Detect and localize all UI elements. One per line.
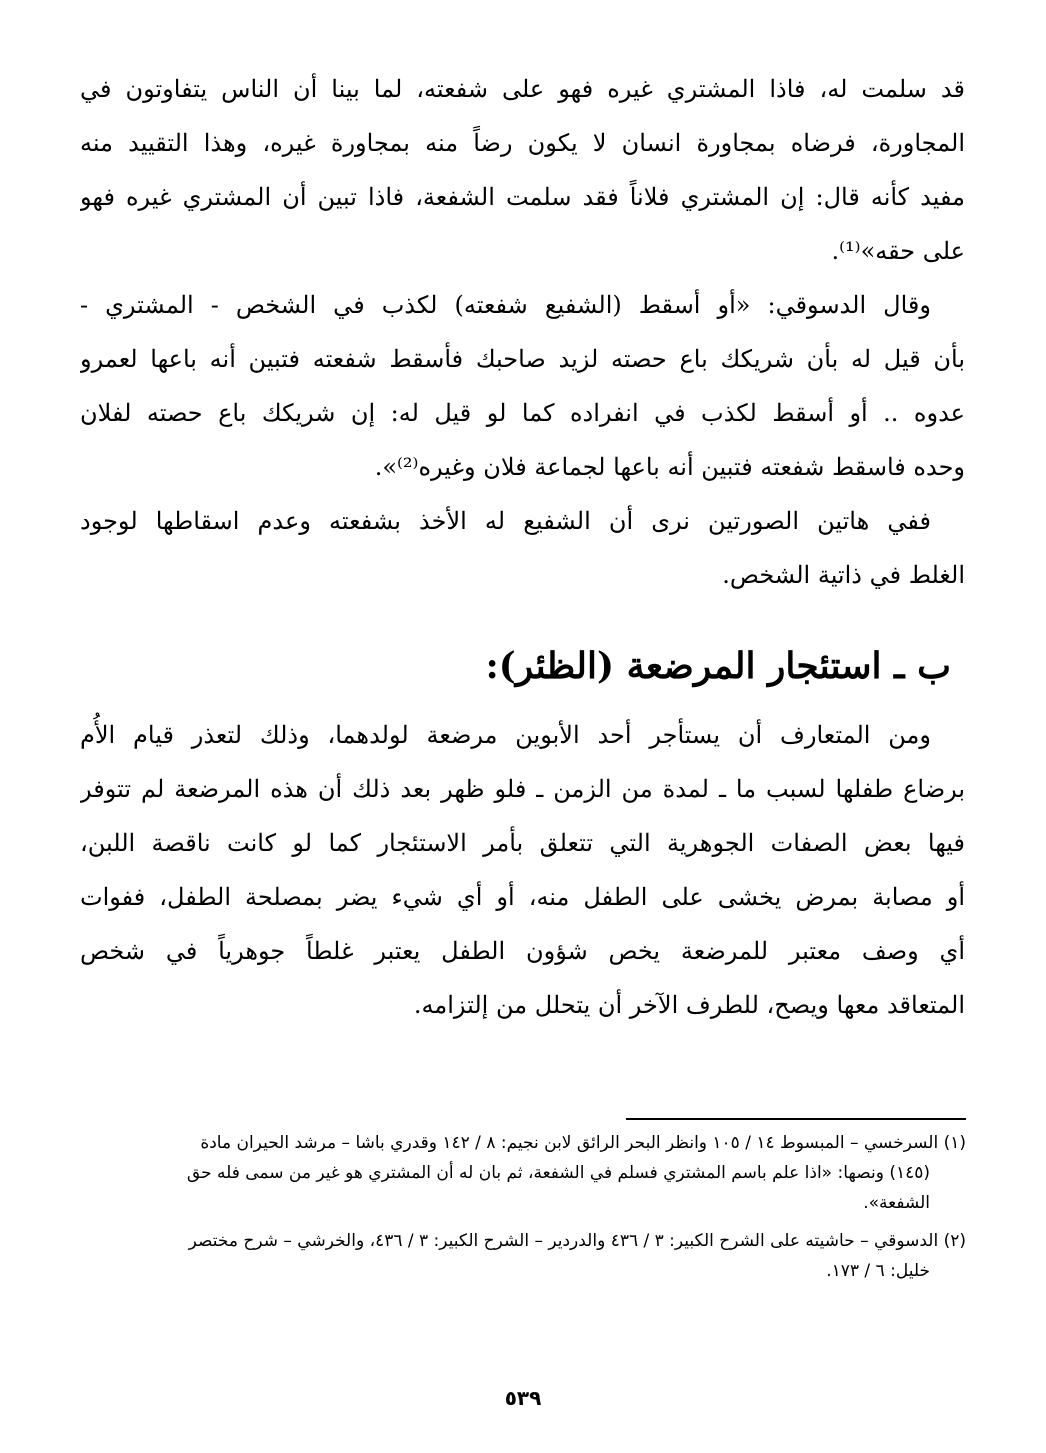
paragraph-line: الغلط في ذاتية الشخص. [722,561,965,589]
paragraph-3 [80,494,965,602]
footnote-2 [81,1226,966,1286]
footnote-line: خليل: ٦ / ١٧٣. [826,1261,930,1281]
paragraph-line: أي وصف معتبر للمرضعة يخص شؤون الطفل يعتبر غلطاً جوهرياً في شخص [80,937,965,965]
paragraph-line: عدوه .. أو أسقط لكذب في انفراده كما لو قيل له: إن شريكك باع حصته لفلان [80,399,965,427]
footnote-divider [626,1118,966,1120]
paragraph-line: أو مصابة بمرض يخشى على الطفل منه، أو أي شيء يضر بمصلحة الطفل، ففوات [80,883,965,911]
footnote-line: (١) السرخسي – المبسوط ١٤ / ١٠٥ وانظر البحر الرائق لابن نجيم: ٨ / ١٤٢ وقدري باشا – مرشد الحيران مادة [200,1133,966,1153]
paragraph-line: بأن قيل له بأن شريكك باع حصته لزيد صاحبك فأسقط شفعته فتبين أنه باعها لعمرو [80,345,965,373]
footnote-line: (٢) الدسوقي – حاشيته على الشرح الكبير: ٣ / ٤٣٦ والدردير – الشرح الكبير: ٣ / ٤٣٦، والخرشي – شرح مختصر [188,1231,966,1251]
paragraph-1 [80,62,965,278]
footnote-line: (١٤٥) ونصها: «اذا علم باسم المشتري فسلم في الشفعة، ثم بان له أن المشتري هو غير من سمى فله حق [186,1163,930,1183]
paragraph-line: ومن المتعارف أن يستأجر أحد الأبوين مرضعة لولدهما، وذلك لتعذر قيام الأُم [80,721,931,749]
paragraph-line: ففي هاتين الصورتين نرى أن الشفيع له الأخذ بشفعته وعدم اسقاطها لوجود [80,507,931,535]
paragraph-line: المتعاقد معها ويصح، للطرف الآخر أن يتحلل من إلتزامه. [413,991,965,1019]
paragraph-4 [80,708,965,1032]
paragraph-line: وحده فاسقط شفعته فتبين أنه باعها لجماعة فلان وغيره⁽²⁾». [374,453,965,481]
section-heading: ب ـ استئجار المرضعة (الظئر): [485,645,951,687]
paragraph-line: مفيد كأنه قال: إن المشتري فلاناً فقد سلمت الشفعة، فاذا تبين أن المشتري غيره فهو [80,183,965,211]
page-number: ٥٣٩ [504,1386,542,1410]
paragraph-line: برضاع طفلها لسبب ما ـ لمدة من الزمن ـ فلو ظهر بعد ذلك أن هذه المرضعة لم تتوفر [80,775,965,803]
paragraph-line: قد سلمت له، فاذا المشتري غيره فهو على شفعته، لما بينا أن الناس يتفاوتون في [80,75,965,103]
paragraph-line: المجاورة، فرضاه بمجاورة انسان لا يكون رضاً منه بمجاورة غيره، وهذا التقييد منه [80,129,965,157]
paragraph-2 [80,278,965,494]
footnote-1 [81,1128,966,1218]
page-body [80,62,965,1032]
paragraph-line: على حقه»⁽¹⁾. [831,237,965,265]
footnote-line: الشفعة». [863,1193,930,1213]
footnotes [81,1128,966,1294]
paragraph-line: وقال الدسوقي: «أو أسقط (الشفيع شفعته) لكذب في الشخص - المشتري - [80,291,931,319]
paragraph-line: فيها بعض الصفات الجوهرية التي تتعلق بأمر الاستئجار كما لو كانت ناقصة اللبن، [80,829,965,857]
